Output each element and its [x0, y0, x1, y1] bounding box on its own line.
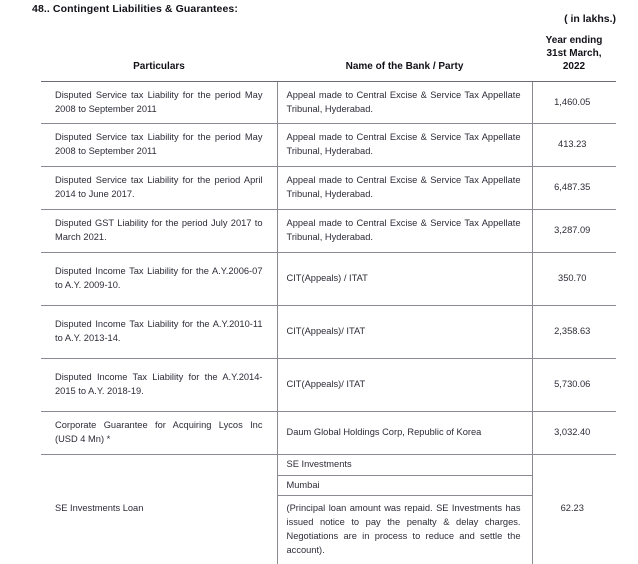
units-label: ( in lakhs.): [564, 13, 616, 25]
sub-cell-bank-city: Mumbai: [278, 476, 532, 497]
column-header-amount-line2: 31st March,: [546, 48, 602, 60]
cell-bank-party: CIT(Appeals)/ ITAT: [277, 358, 532, 411]
table-row: [41, 167, 616, 210]
table-row: [41, 358, 616, 411]
table-row: [41, 81, 616, 124]
cell-bank-party-group: [277, 454, 532, 564]
cell-amount: 3,032.40: [532, 411, 616, 454]
cell-particulars: Disputed Service tax Liability for the period May 2008 to September 2011: [41, 124, 277, 167]
sub-cell-bank-party: SE Investments: [278, 455, 532, 476]
table-row: [41, 305, 616, 358]
cell-amount: 62.23: [560, 503, 584, 514]
column-header-amount: [532, 34, 616, 81]
cell-amount: 6,487.35: [532, 167, 616, 210]
cell-particulars: Disputed Service tax Liability for the period April 2014 to June 2017.: [41, 167, 277, 210]
table-row: [41, 124, 616, 167]
cell-amount: 5,730.06: [532, 358, 616, 411]
column-header-particulars: Particulars: [41, 34, 277, 81]
cell-particulars: Disputed GST Liability for the period July 2017 to March 2021.: [41, 210, 277, 253]
cell-bank-party: Appeal made to Central Excise & Service Tax Appellate Tribunal, Hyderabad.: [277, 81, 532, 124]
sub-cell-bank-note: (Principal loan amount was repaid. SE Investments has issued notice to pay the penalty & delay charges. Negotiations are in process to reduce and settle the account).: [286, 503, 521, 556]
cell-particulars: Disputed Income Tax Liability for the A.Y.2010-11 to A.Y. 2013-14.: [41, 305, 277, 358]
table-row: [41, 210, 616, 253]
cell-amount: 2,358.63: [532, 305, 616, 358]
column-header-amount-line3: 2022: [562, 61, 586, 73]
cell-particulars: Disputed Income Tax Liability for the A.Y.2006-07 to A.Y. 2009-10.: [41, 253, 277, 306]
cell-particulars: SE Investments Loan: [41, 454, 277, 564]
cell-amount: 413.23: [532, 124, 616, 167]
cell-bank-party: Appeal made to Central Excise & Service Tax Appellate Tribunal, Hyderabad.: [277, 124, 532, 167]
cell-particulars: Disputed Income Tax Liability for the A.Y.2014-2015 to A.Y. 2018-19.: [41, 358, 277, 411]
cell-bank-party: Appeal made to Central Excise & Service Tax Appellate Tribunal, Hyderabad.: [277, 210, 532, 253]
cell-amount: 3,287.09: [532, 210, 616, 253]
table-row-se-investments: [41, 454, 616, 564]
page-title: 48.. Contingent Liabilities & Guarantees:: [32, 3, 238, 15]
column-header-bank-party: Name of the Bank / Party: [277, 34, 532, 81]
cell-bank-party: Daum Global Holdings Corp, Republic of Korea: [277, 411, 532, 454]
table-body: [41, 81, 616, 564]
cell-bank-party: CIT(Appeals) / ITAT: [277, 253, 532, 306]
cell-particulars: Corporate Guarantee for Acquiring Lycos Inc (USD 4 Mn) *: [41, 411, 277, 454]
cell-amount: 350.70: [532, 253, 616, 306]
table-header-row: [41, 34, 616, 81]
table-row: [41, 253, 616, 306]
column-header-amount-line1: Year ending: [545, 35, 603, 46]
cell-particulars: Disputed Service tax Liability for the period May 2008 to September 2011: [41, 81, 277, 124]
cell-bank-party: Appeal made to Central Excise & Service Tax Appellate Tribunal, Hyderabad.: [277, 167, 532, 210]
table-header: [41, 34, 616, 81]
contingent-liabilities-table-wrap: [41, 34, 616, 564]
cell-bank-party: CIT(Appeals)/ ITAT: [277, 305, 532, 358]
table-row: [41, 411, 616, 454]
cell-amount: 1,460.05: [532, 81, 616, 124]
contingent-liabilities-table: [41, 34, 616, 564]
